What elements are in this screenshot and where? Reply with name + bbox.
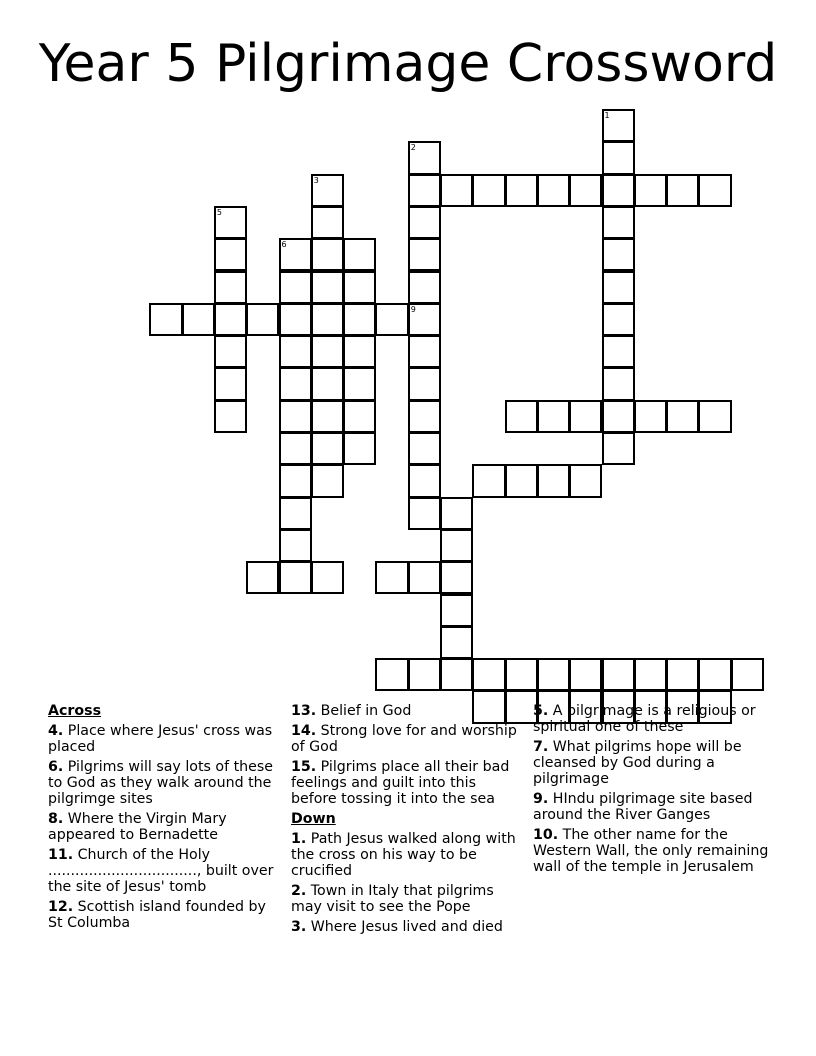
- grid-cell[interactable]: [279, 561, 312, 594]
- grid-cell[interactable]: [408, 464, 441, 497]
- grid-cell[interactable]: [472, 464, 505, 497]
- clue-number: 2: [410, 143, 416, 153]
- grid-cell[interactable]: [602, 400, 635, 433]
- clue-text: Where Jesus lived and died: [306, 919, 503, 935]
- clue-text: Town in Italy that pilgrims may visit to see the Pope: [291, 883, 494, 915]
- grid-cell[interactable]: [634, 400, 667, 433]
- grid-cell[interactable]: [279, 271, 312, 304]
- grid-cell[interactable]: [214, 303, 247, 336]
- grid-cell[interactable]: [343, 367, 376, 400]
- grid-cell[interactable]: [375, 658, 408, 691]
- grid-cell[interactable]: [602, 141, 635, 174]
- clue: [533, 739, 773, 787]
- grid-cell[interactable]: [472, 174, 505, 207]
- grid-cell[interactable]: [311, 206, 344, 239]
- grid-cell[interactable]: [408, 561, 441, 594]
- clue-text: The other name for the Western Wall, the only remaining wall of the temple in Jerusalem: [533, 827, 769, 875]
- clue: [48, 899, 280, 931]
- grid-cell[interactable]: [440, 497, 473, 530]
- clue-label: 15.: [291, 759, 317, 775]
- grid-cell[interactable]: [311, 335, 344, 368]
- grid-cell[interactable]: [408, 271, 441, 304]
- grid-cell[interactable]: [408, 658, 441, 691]
- clue-text: Scottish island founded by St Columba: [48, 899, 266, 931]
- down-clue-list: [291, 831, 523, 935]
- down-header: Down: [291, 811, 336, 827]
- grid-cell[interactable]: [311, 561, 344, 594]
- grid-cell[interactable]: [279, 400, 312, 433]
- grid-cell[interactable]: [602, 174, 635, 207]
- grid-cell[interactable]: [343, 335, 376, 368]
- clue: [291, 759, 523, 807]
- clue-label: 11.: [48, 847, 74, 863]
- grid-cell[interactable]: [537, 174, 570, 207]
- grid-cell[interactable]: [408, 400, 441, 433]
- clue-label: 13.: [291, 703, 317, 719]
- clue-number: 1: [604, 111, 610, 120]
- grid-cell[interactable]: [408, 497, 441, 530]
- grid-cell[interactable]: [343, 271, 376, 304]
- clue-text: Path Jesus walked along with the cross on his way to be crucified: [291, 831, 516, 879]
- clues-column-1: [48, 703, 280, 935]
- clue-number: 5: [216, 207, 222, 217]
- clue: [533, 703, 773, 735]
- grid-cell[interactable]: [214, 400, 247, 433]
- grid-cell[interactable]: [214, 335, 247, 368]
- grid-cell[interactable]: [698, 658, 731, 691]
- clue: [533, 791, 773, 823]
- grid-cell[interactable]: [537, 658, 570, 691]
- clue-label: 2.: [291, 883, 307, 899]
- clue-label: 7.: [533, 739, 549, 755]
- clue-text: Place where Jesus' cross was placed: [48, 723, 273, 755]
- grid-cell[interactable]: [440, 561, 473, 594]
- grid-cell[interactable]: [311, 400, 344, 433]
- grid-cell[interactable]: [279, 303, 312, 336]
- clue-text: Belief in God: [316, 703, 412, 719]
- clue-text: A pilgrimage is a religious or spiritual one of these: [533, 703, 756, 735]
- down-clue-list-continued: [533, 703, 773, 875]
- clue-label: 1.: [291, 831, 307, 847]
- grid-cell[interactable]: [214, 271, 247, 304]
- clue-text: HIndu pilgrimage site based around the River Ganges: [533, 791, 753, 823]
- grid-cell[interactable]: [246, 303, 279, 336]
- grid-cell[interactable]: [279, 529, 312, 562]
- grid-cell[interactable]: [569, 658, 602, 691]
- across-clue-list-continued: [291, 703, 523, 807]
- grid-cell[interactable]: [149, 303, 182, 336]
- grid-cell[interactable]: [311, 367, 344, 400]
- grid-cell[interactable]: [408, 432, 441, 465]
- grid-cell[interactable]: [279, 367, 312, 400]
- grid-cell[interactable]: [666, 658, 699, 691]
- grid-cell[interactable]: [602, 658, 635, 691]
- grid-cell[interactable]: [311, 174, 344, 207]
- grid-cell[interactable]: [408, 367, 441, 400]
- grid-cell[interactable]: [408, 174, 441, 207]
- clue-text: Pilgrims place all their bad feelings and guilt into this before tossing it into the sea: [291, 759, 510, 807]
- grid-cell[interactable]: [343, 400, 376, 433]
- grid-cell[interactable]: [343, 238, 376, 271]
- clue-label: 3.: [291, 919, 307, 935]
- grid-cell[interactable]: [440, 529, 473, 562]
- grid-cell[interactable]: [408, 141, 441, 174]
- clue-label: 4.: [48, 723, 64, 739]
- grid-cell[interactable]: [408, 335, 441, 368]
- grid-cell[interactable]: [279, 497, 312, 530]
- grid-cell[interactable]: [602, 432, 635, 465]
- grid-cell[interactable]: [537, 464, 570, 497]
- clue-text: Pilgrims will say lots of these to God as they walk around the pilgrimge sites: [48, 759, 274, 807]
- across-header: Across: [48, 703, 102, 719]
- clue-label: 8.: [48, 811, 64, 827]
- clue: [48, 759, 280, 807]
- grid-cell[interactable]: [408, 206, 441, 239]
- grid-cell[interactable]: [440, 174, 473, 207]
- grid-cell[interactable]: [214, 367, 247, 400]
- grid-cell[interactable]: [569, 400, 602, 433]
- grid-cell[interactable]: [214, 238, 247, 271]
- grid-cell[interactable]: [698, 174, 731, 207]
- clue-label: 12.: [48, 899, 74, 915]
- clues-column-3: [533, 703, 773, 879]
- grid-cell[interactable]: [214, 206, 247, 239]
- grid-cell[interactable]: [311, 464, 344, 497]
- grid-cell[interactable]: [311, 432, 344, 465]
- grid-cell[interactable]: [343, 303, 376, 336]
- grid-cell[interactable]: [279, 335, 312, 368]
- grid-cell[interactable]: [731, 658, 764, 691]
- grid-cell[interactable]: [505, 658, 538, 691]
- clue: [533, 827, 773, 875]
- grid-cell[interactable]: [408, 238, 441, 271]
- across-clue-list: [48, 723, 280, 931]
- clue: [291, 883, 523, 915]
- grid-cell[interactable]: [375, 561, 408, 594]
- grid-cell[interactable]: [602, 109, 635, 142]
- grid-cell[interactable]: [505, 400, 538, 433]
- grid-cell[interactable]: [408, 303, 441, 336]
- grid-cell[interactable]: [505, 174, 538, 207]
- grid-cell[interactable]: [246, 561, 279, 594]
- grid-cell[interactable]: [634, 658, 667, 691]
- grid-cell[interactable]: [343, 432, 376, 465]
- grid-cell[interactable]: [440, 594, 473, 627]
- clue-label: 9.: [533, 791, 549, 807]
- grid-cell[interactable]: [569, 174, 602, 207]
- grid-cell[interactable]: [602, 303, 635, 336]
- grid-cell[interactable]: [375, 303, 408, 336]
- clue-text: What pilgrims hope will be cleansed by God during a pilgrimage: [533, 739, 742, 787]
- grid-cell[interactable]: [182, 303, 215, 336]
- grid-cell[interactable]: [602, 367, 635, 400]
- grid-cell[interactable]: [311, 303, 344, 336]
- grid-cell[interactable]: [279, 464, 312, 497]
- grid-cell[interactable]: [440, 626, 473, 659]
- clue-label: 10.: [533, 827, 559, 843]
- grid-cell[interactable]: [440, 658, 473, 691]
- grid-cell[interactable]: [569, 464, 602, 497]
- clue-text: Strong love for and worship of God: [291, 723, 517, 755]
- grid-cell[interactable]: [311, 238, 344, 271]
- grid-cell[interactable]: [311, 271, 344, 304]
- clue-label: 14.: [291, 723, 317, 739]
- clues-column-2: [291, 703, 523, 939]
- grid-cell[interactable]: [602, 206, 635, 239]
- clue-label: 6.: [48, 759, 64, 775]
- clue-label: 5.: [533, 703, 549, 719]
- clue-number: 3: [313, 175, 319, 185]
- grid-cell[interactable]: [537, 400, 570, 433]
- clue-text: Where the Virgin Mary appeared to Bernadette: [48, 811, 227, 843]
- page-title: Year 5 Pilgrimage Crossword: [38, 34, 778, 94]
- clue: [291, 919, 523, 935]
- grid-cell[interactable]: [602, 238, 635, 271]
- grid-cell[interactable]: [698, 400, 731, 433]
- clue: [291, 703, 523, 719]
- clue: [48, 723, 280, 755]
- grid-cell[interactable]: [666, 400, 699, 433]
- clue-number: 9: [410, 304, 416, 314]
- clue: [291, 831, 523, 879]
- clue: [48, 847, 280, 895]
- grid-cell[interactable]: [472, 658, 505, 691]
- grid-cell[interactable]: [634, 174, 667, 207]
- grid-cell[interactable]: [602, 271, 635, 304]
- clue-number: 6: [281, 240, 287, 250]
- grid-cell[interactable]: [602, 335, 635, 368]
- clue: [291, 723, 523, 755]
- grid-cell[interactable]: [279, 238, 312, 271]
- grid-cell[interactable]: [279, 432, 312, 465]
- clue-text: Church of the Holy ................................., built over the site of Jesus' tomb: [48, 847, 274, 895]
- grid-cell[interactable]: [666, 174, 699, 207]
- grid-cell[interactable]: [505, 464, 538, 497]
- clue: [48, 811, 280, 843]
